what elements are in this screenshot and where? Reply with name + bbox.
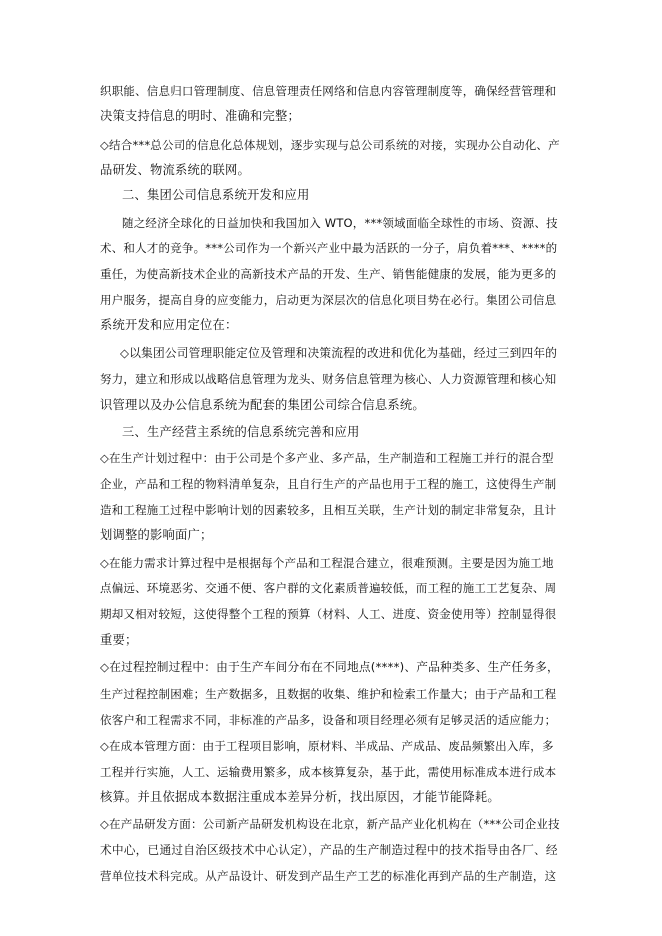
text-line: 随之经济全球化的日益加快和我国加入 WTO，***领域面临全球性的市场、资源、技 [122,216,558,230]
text-line: 术、和人才的竞争。***公司作为一个新兴产业中最为活跃的一分子，肩负着***、****的 [100,241,558,255]
text-line: ◇在过程控制过程中：由于生产车间分布在不同地点(****)、产品种类多、生产任务多， [100,660,559,674]
text-line: 用户服务，提高自身的应变能力，启动更为深层次的信息化项目势在必行。集团公司信息 [100,293,557,307]
text-line: 系统开发和应用定位在： [100,318,238,332]
text-line: 工程并行实施，人工、运输费用繁多，成本核算复杂，基于此，需使用标准成本进行成本 [100,765,557,779]
text-line: 努力，建立和形成以战略信息管理为龙头、财务信息管理为核心、人力资源管理和核心知 [100,372,557,386]
text-line: ◇以集团公司管理职能定位及管理和决策流程的改进和优化为基础，经过三到四年的 [120,346,558,360]
text-line: 识管理以及办公信息系统为配套的集团公司综合信息系统。 [100,398,425,412]
text-line: 决策支持信息的明时、准确和完整； [100,109,300,123]
section-heading: 二、集团公司信息系统开发和应用 [122,188,310,202]
text-line: 企业，产品和工程的物料清单复杂，且自行生产的产品也用于工程的施工，这使得生产制 [100,477,557,491]
text-line: 品研发、物流系统的联网。 [100,163,250,177]
text-line: 期却又相对较短，这使得整个工程的预算（材料、人工、进度、资金使用等）控制显得很 [100,607,557,621]
text-line: ◇结合***总公司的信息化总体规划，逐步实现与总公司系统的对接，实现办公自动化、产 [100,138,560,152]
section-heading: 三、生产经营主系统的信息系统完善和应用 [122,425,360,439]
text-line: 核算。并且依据成本数据注重成本差异分析，找出原因，才能节能降耗。 [100,790,500,804]
text-line: ◇在产品研发方面：公司新产品研发机构设在北京，新产品产业化机构在（***公司企业技 [100,817,560,831]
text-line: 营单位技术科完成。从产品设计、研发到产品生产工艺的标准化再到产品的生产制造，这 [100,869,557,883]
text-line: 划调整的影响面广； [100,528,213,542]
text-line: 依客户和工程需求不同，非标准的产品多，设备和项目经理必须有足够灵活的适应能力； [100,713,557,727]
text-line: 点偏远、环境恶劣、交通不便、客户群的文化素质普遍较低，而工程的施工工艺复杂、周 [100,581,557,595]
text-line: ◇在生产计划过程中：由于公司是个多产业、多产品，生产制造和工程施工并行的混合型 [100,451,554,465]
text-line: 术中心，已通过自治区级技术中心认定），产品的生产制造过程中的技术指导由各厂、经 [100,843,558,857]
text-line: ◇在成本管理方面：由于工程项目影响，原材料、半成品、产成品、废品频繁出入库，多 [100,739,554,753]
text-line: 造和工程施工过程中影响计划的因素较多，且相互关联，生产计划的制定非常复杂，且计 [100,503,557,517]
text-line: 生产过程控制困难；生产数据多，且数据的收集、维护和检索工作量大；由于产品和工程 [100,687,557,701]
text-line: 织职能、信息归口管理制度、信息管理责任网络和信息内容管理制度等，确保经营管理和 [100,84,557,98]
text-line: 重任，为使高新技术企业的高新技术产品的开发、生产、销售能健康的发展，能为更多的 [100,267,557,281]
text-line: ◇在能力需求计算过程中是根据每个产品和工程混合建立，很难预测。主要是因为施工地 [100,556,554,570]
text-line: 重要； [100,633,138,647]
